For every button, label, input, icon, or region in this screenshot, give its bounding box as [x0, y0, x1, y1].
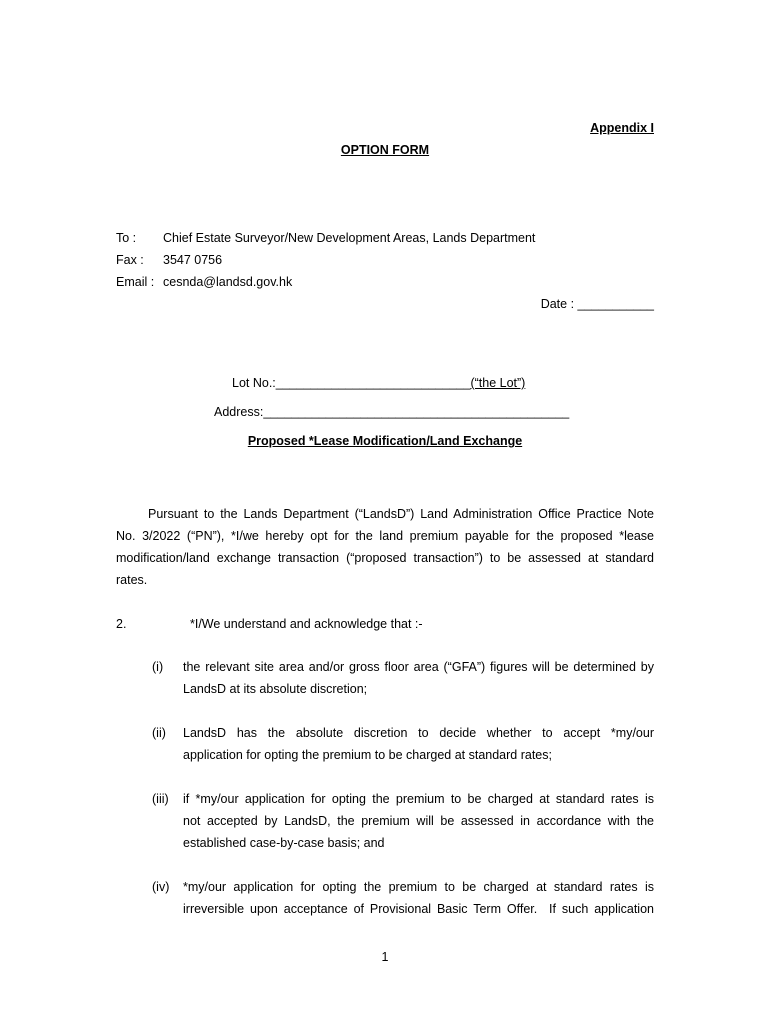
lot-suffix: (“the Lot”)	[470, 376, 526, 390]
to-value: Chief Estate Surveyor/New Development Areas, Lands Department	[163, 231, 536, 245]
paragraph-line: rates.	[116, 573, 148, 587]
list-item-line: *my/our application for opting the premium to be charged at standard rates is	[183, 880, 654, 894]
to-label: To :	[116, 231, 137, 245]
page-number: 1	[381, 950, 389, 964]
subject-heading: Proposed *Lease Modification/Land Exchange	[247, 434, 523, 448]
list-item-number: (ii)	[152, 726, 166, 740]
list-item-line: not accepted by LandsD, the premium will be assessed in accordance with the	[183, 814, 654, 828]
paragraph-line: No. 3/2022 (“PN”), *I/we hereby opt for the land premium payable for the proposed *lease	[116, 529, 654, 543]
address-label: Address:	[214, 405, 264, 419]
lot-number-field	[232, 376, 525, 390]
address-blank: ____________________________________________	[263, 405, 570, 419]
list-item-line: the relevant site area and/or gross floor area (“GFA”) figures will be determined by	[183, 660, 654, 674]
list-item-line: if *my/our application for opting the premium to be charged at standard rates is	[183, 792, 654, 806]
list-item-number: (i)	[152, 660, 164, 674]
lot-blank: ____________________________	[275, 376, 471, 390]
lot-label: Lot No.:	[232, 376, 276, 390]
paragraph-line: modification/land exchange transaction (“proposed transaction”) to be assessed at standard	[116, 551, 654, 565]
list-item-line: irreversible upon acceptance of Provisional Basic Term Offer. If such application	[183, 902, 654, 916]
fax-value: 3547 0756	[163, 253, 223, 267]
list-item-number: (iv)	[152, 880, 170, 894]
address-field	[214, 405, 569, 419]
fax-label: Fax :	[116, 253, 144, 267]
list-item-line: application for opting the premium to be charged at standard rates;	[183, 748, 552, 762]
email-label: Email :	[116, 275, 155, 289]
list-item-line: LandsD at its absolute discretion;	[183, 682, 368, 696]
list-item-line: LandsD has the absolute discretion to decide whether to accept *my/our	[183, 726, 654, 740]
email-value: cesnda@landsd.gov.hk	[163, 275, 293, 289]
form-title: OPTION FORM	[340, 143, 430, 157]
paragraph-2-text: *I/We understand and acknowledge that :-	[190, 617, 423, 631]
appendix-label: Appendix I	[590, 121, 654, 135]
list-item-number: (iii)	[152, 792, 169, 806]
date-field: Date : ___________	[540, 297, 654, 311]
list-item-line: established case-by-case basis; and	[183, 836, 385, 850]
paragraph-line: Pursuant to the Lands Department (“LandsD”) Land Administration Office Practice Note	[148, 507, 654, 521]
paragraph-2-number: 2.	[116, 617, 127, 631]
